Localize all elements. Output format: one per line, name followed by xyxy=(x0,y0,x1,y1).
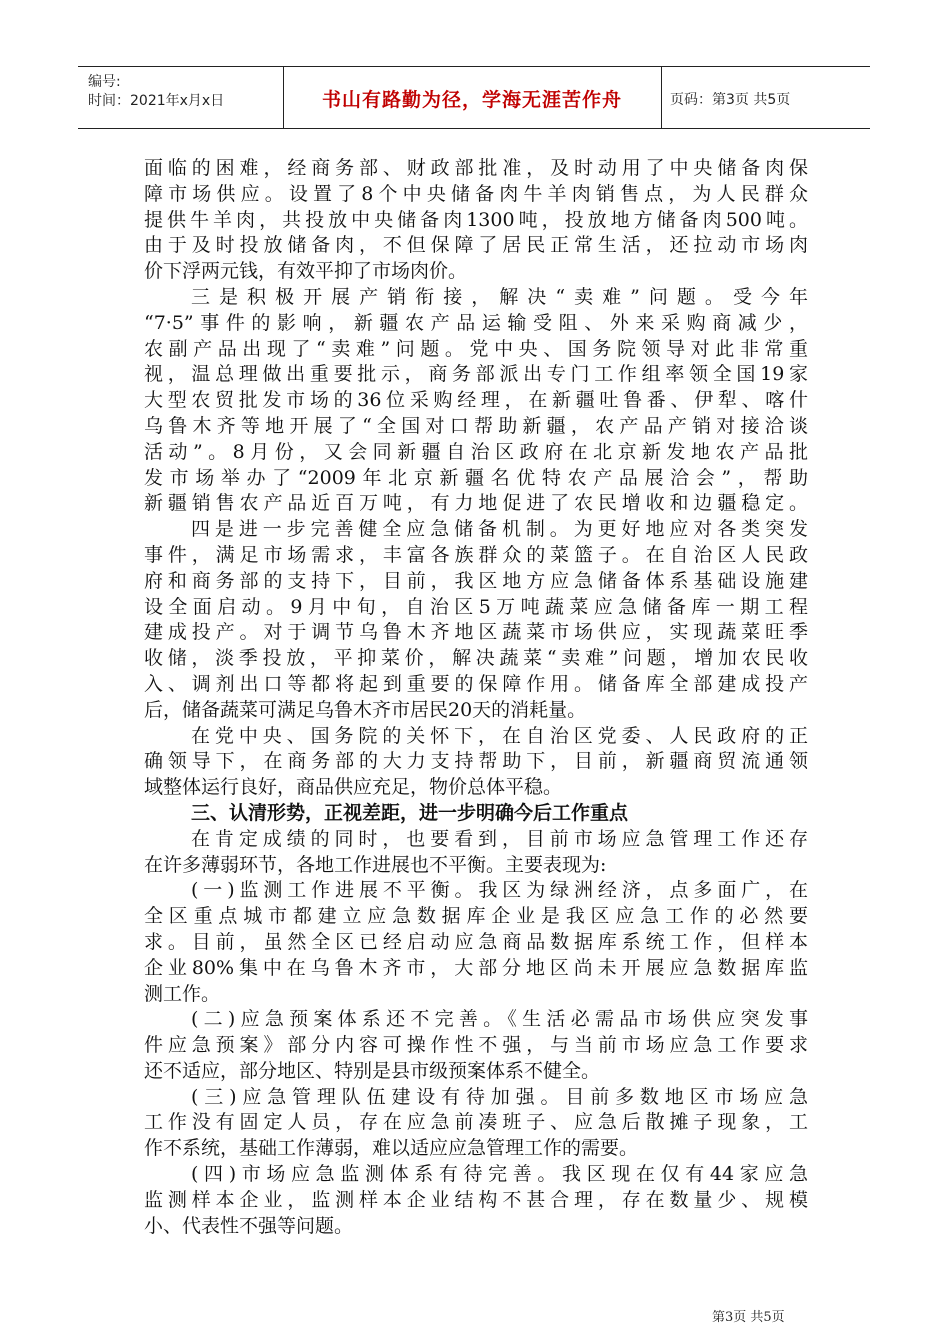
serial-number-label: 编号: xyxy=(88,74,121,90)
body-line: 监测样本企业，监测样本企业结构不甚合理，存在数量少、规模 xyxy=(144,1188,808,1211)
body-line: 价下浮两元钱，有效平抑了市场肉价。 xyxy=(144,260,468,283)
body-line: 域整体运行良好，商品供应充足，物价总体平稳。 xyxy=(144,776,563,799)
body-line: 发市场举办了“2009年北京新疆名优特农产品展洽会”，帮助 xyxy=(144,466,808,489)
body-line: 新疆销售农产品近百万吨，有力地促进了农民增收和边疆稳定。 xyxy=(144,492,808,515)
body-line: 作不系统，基础工作薄弱，难以适应应急管理工作的需要。 xyxy=(144,1137,639,1160)
body-line: 由于及时投放储备肉，不但保障了居民正常生活，还拉动市场肉 xyxy=(144,234,808,257)
body-line: (一)监测工作进展不平衡。我区为绿洲经济，点多面广，在 xyxy=(191,879,808,902)
body-line: 活动”。8月份，又会同新疆自治区政府在北京新发地农产品批 xyxy=(144,440,808,463)
body-line: 视，温总理做出重要批示，商务部派出专门工作组率领全国19家 xyxy=(144,363,808,386)
body-line: “7·5”事件的影响，新疆农产品运输受阻、外来采购商减少， xyxy=(144,311,808,334)
body-line: 四是进一步完善健全应急储备机制。为更好地应对各类突发 xyxy=(191,518,808,541)
body-line: (三)应急管理队伍建设有待加强。目前多数地区市场应急 xyxy=(191,1085,808,1108)
body-line: 全区重点城市都建立应急数据库企业是我区应急工作的必然要 xyxy=(144,905,808,928)
body-line: 面临的困难，经商务部、财政部批准，及时动用了中央储备肉保 xyxy=(144,157,808,179)
body-line: 在肯定成绩的同时，也要看到，目前市场应急管理工作还存 xyxy=(191,827,808,850)
header-motto: 书山有路勤为径，学海无涯苦作舟 xyxy=(321,89,622,111)
body-line: 三是积极开展产销衔接，解决“卖难”问题。受今年 xyxy=(191,285,808,308)
body-line: 乌鲁木齐等地开展了“全国对口帮助新疆，农产品产销对接洽谈 xyxy=(144,414,808,437)
header-divider xyxy=(283,66,284,128)
body-line: 测工作。 xyxy=(144,982,221,1005)
body-line: (四)市场应急监测体系有待完善。我区现在仅有44家应急 xyxy=(191,1163,808,1186)
body-line: 建成投产。对于调节乌鲁木齐地区蔬菜市场供应，实现蔬菜旺季 xyxy=(144,621,808,644)
body-line: 求。目前，虽然全区已经启动应急商品数据库系统工作，但样本 xyxy=(144,930,808,953)
header-bottom-rule xyxy=(78,128,870,129)
body-line: 工作没有固定人员，存在应急前凑班子、应急后散摊子现象，工 xyxy=(144,1111,808,1134)
body-line: 后，储备蔬菜可满足乌鲁木齐市居民20天的消耗量。 xyxy=(144,698,587,721)
header-page-info: 页码：第3页 共5页 xyxy=(670,92,791,108)
page-header xyxy=(78,66,870,129)
body-line: 入、调剂出口等都将起到重要的保障作用。储备库全部建成投产 xyxy=(144,672,808,695)
page-footer: 第3页 共5页 xyxy=(712,1310,785,1325)
body-line: (二)应急预案体系还不完善。《生活必需品市场供应突发事 xyxy=(191,1008,808,1031)
document-body xyxy=(144,156,808,1239)
header-divider xyxy=(661,66,662,128)
body-line: 府和商务部的支持下，目前，我区地方应急储备体系基础设施建 xyxy=(144,569,808,592)
header-top-rule xyxy=(78,66,870,67)
body-line: 大型农贸批发市场的36位采购经理，在新疆吐鲁番、伊犁、喀什 xyxy=(144,389,808,412)
body-line: 件应急预案》部分内容可操作性不强，与当前市场应急工作要求 xyxy=(144,1034,808,1057)
section-heading: 三、认清形势，正视差距，进一步明确今后工作重点 xyxy=(191,801,629,824)
body-line: 还不适应，部分地区、特别是县市级预案体系不健全。 xyxy=(144,1059,601,1082)
body-line: 障市场供应。设置了8个中央储备肉牛羊肉销售点，为人民群众 xyxy=(144,182,808,205)
body-line: 设全面启动。9月中旬，自治区5万吨蔬菜应急储备库一期工程 xyxy=(144,595,808,618)
body-line: 事件，满足市场需求，丰富各族群众的菜篮子。在自治区人民政 xyxy=(144,543,808,566)
body-line: 确领导下，在商务部的大力支持帮助下，目前，新疆商贸流通领 xyxy=(144,750,808,773)
date-label: 时间：2021年x月x日 xyxy=(88,93,225,109)
body-line: 企业80%集中在乌鲁木齐市，大部分地区尚未开展应急数据库监 xyxy=(144,956,808,979)
body-line: 农副产品出现了“卖难”问题。党中央、国务院领导对此非常重 xyxy=(144,337,808,360)
body-line: 在党中央、国务院的关怀下，在自治区党委、人民政府的正 xyxy=(191,724,808,747)
body-line: 在许多薄弱环节，各地工作进展也不平衡。主要表现为: xyxy=(144,853,607,876)
body-line: 小、代表性不强等问题。 xyxy=(144,1214,354,1237)
body-line: 提供牛羊肉，共投放中央储备肉1300吨，投放地方储备肉500吨。 xyxy=(144,208,808,231)
body-line: 收储，淡季投放，平抑菜价，解决蔬菜“卖难”问题，增加农民收 xyxy=(144,647,808,670)
